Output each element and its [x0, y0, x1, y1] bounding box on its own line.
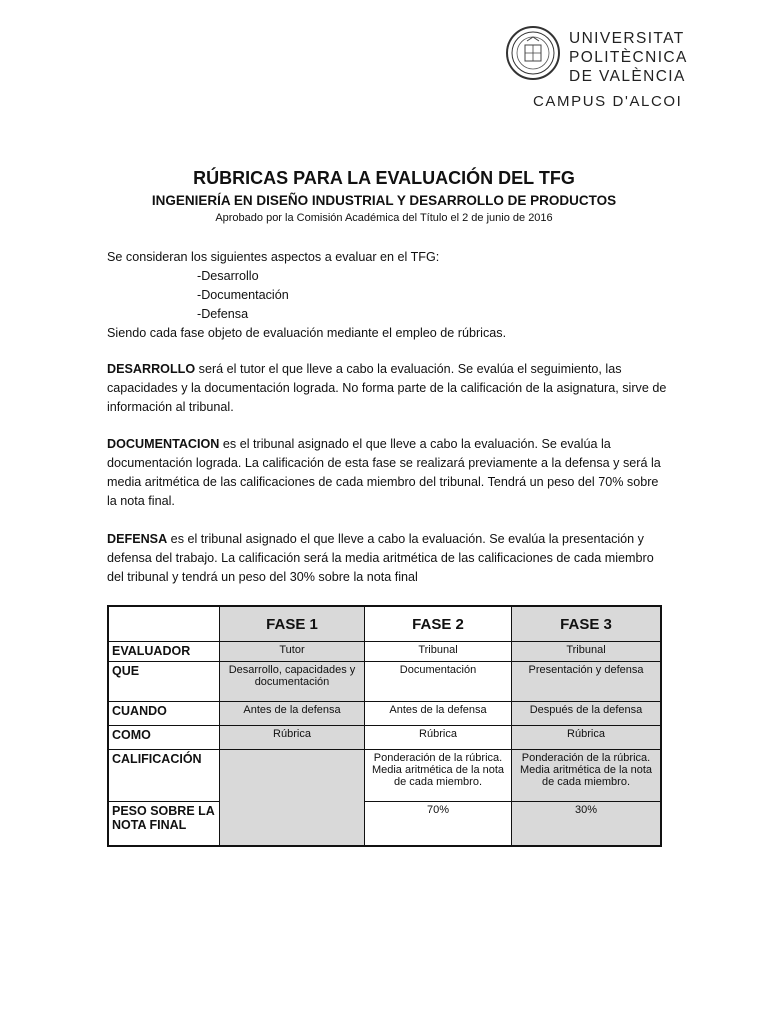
row-label: COMO — [108, 726, 220, 750]
university-logo — [505, 25, 745, 115]
university-seal-icon — [505, 25, 561, 81]
intro-lead: Se consideran los siguientes aspectos a evaluar en el TFG: — [107, 250, 440, 264]
approval-note: Aprobado por la Comisión Académica del Título el 2 de junio de 2016 — [215, 212, 553, 224]
table-row — [108, 750, 661, 802]
row-label: CUANDO — [108, 702, 220, 726]
table-cell: Tribunal — [512, 642, 662, 662]
table-cell: Rúbrica — [365, 726, 512, 750]
document-subtitle: INGENIERÍA EN DISEÑO INDUSTRIAL Y DESARROLLO DE PRODUCTOS — [151, 193, 617, 208]
campus-name: CAMPUS D'ALCOI — [533, 93, 683, 110]
intro-section — [107, 248, 667, 343]
table-row — [108, 662, 661, 702]
table-cell — [220, 750, 365, 846]
desarrollo-heading: DESARROLLO — [107, 362, 196, 376]
table-header-fase1: FASE 1 — [220, 606, 365, 642]
table-cell: 30% — [512, 802, 662, 846]
table-cell: Desarrollo, capacidades y documentación — [220, 662, 365, 702]
desarrollo-text: será el tutor el que lleve a cabo la evaluación. Se evalúa el seguimiento, las capacidades y la documentación lograda. No forma parte de la calificación de la asignatura, sirve de información al tribunal. — [107, 362, 667, 414]
table-cell: Antes de la defensa — [220, 702, 365, 726]
row-label: PESO SOBRE LA NOTA FINAL — [108, 802, 220, 846]
documentacion-paragraph — [107, 435, 667, 511]
table-row — [108, 726, 661, 750]
table-row — [108, 702, 661, 726]
table-cell: Rúbrica — [220, 726, 365, 750]
table-cell: Presentación y defensa — [512, 662, 662, 702]
table-cell: Ponderación de la rúbrica. Media aritmética de la nota de cada miembro. — [365, 750, 512, 802]
university-name-line: POLITÈCNICA — [569, 49, 688, 66]
university-name — [569, 29, 688, 86]
intro-item: -Desarrollo — [197, 269, 259, 283]
intro-item: -Defensa — [197, 307, 249, 321]
table-cell: Rúbrica — [512, 726, 662, 750]
table-cell: Después de la defensa — [512, 702, 662, 726]
university-name-line: DE VALÈNCIA — [569, 68, 686, 85]
table-row — [108, 642, 661, 662]
table-corner-cell — [108, 606, 220, 642]
table-header-fase3: FASE 3 — [512, 606, 662, 642]
desarrollo-paragraph — [107, 360, 667, 417]
rubric-table — [107, 605, 662, 847]
documentacion-text: es el tribunal asignado el que lleve a cabo la evaluación. Se evalúa la documentación lograda. La calificación de esta fase se realizará previamente a la defensa y será la media aritmética de las calificaciones de cada miembro del tribunal. Tendrá un peso del 70% sobre la nota final. — [107, 437, 661, 508]
row-label: QUE — [108, 662, 220, 702]
table-header-row — [108, 606, 661, 642]
defensa-heading: DEFENSA — [107, 532, 168, 546]
documentacion-heading: DOCUMENTACION — [107, 437, 220, 451]
table-cell: Antes de la defensa — [365, 702, 512, 726]
university-name-line: UNIVERSITAT — [569, 30, 685, 47]
table-cell: Tutor — [220, 642, 365, 662]
table-cell: 70% — [365, 802, 512, 846]
document-title: RÚBRICAS PARA LA EVALUACIÓN DEL TFG — [193, 168, 575, 188]
defensa-text: es el tribunal asignado el que lleve a cabo la evaluación. Se evalúa la presentación y defensa del trabajo. La calificación será la media aritmética de las calificaciones de cada miembro del tribunal y tendrá un peso del 30% sobre la nota final — [107, 532, 654, 584]
table-cell: Tribunal — [365, 642, 512, 662]
table-cell: Ponderación de la rúbrica. Media aritmética de la nota de cada miembro. — [512, 750, 662, 802]
row-label: EVALUADOR — [108, 642, 220, 662]
table-header-fase2: FASE 2 — [365, 606, 512, 642]
table-row — [108, 802, 661, 846]
table-cell: Documentación — [365, 662, 512, 702]
defensa-paragraph — [107, 530, 667, 587]
intro-item: -Documentación — [197, 288, 289, 302]
intro-closing: Siendo cada fase objeto de evaluación mediante el empleo de rúbricas. — [107, 326, 507, 340]
row-label: CALIFICACIÓN — [108, 750, 220, 802]
